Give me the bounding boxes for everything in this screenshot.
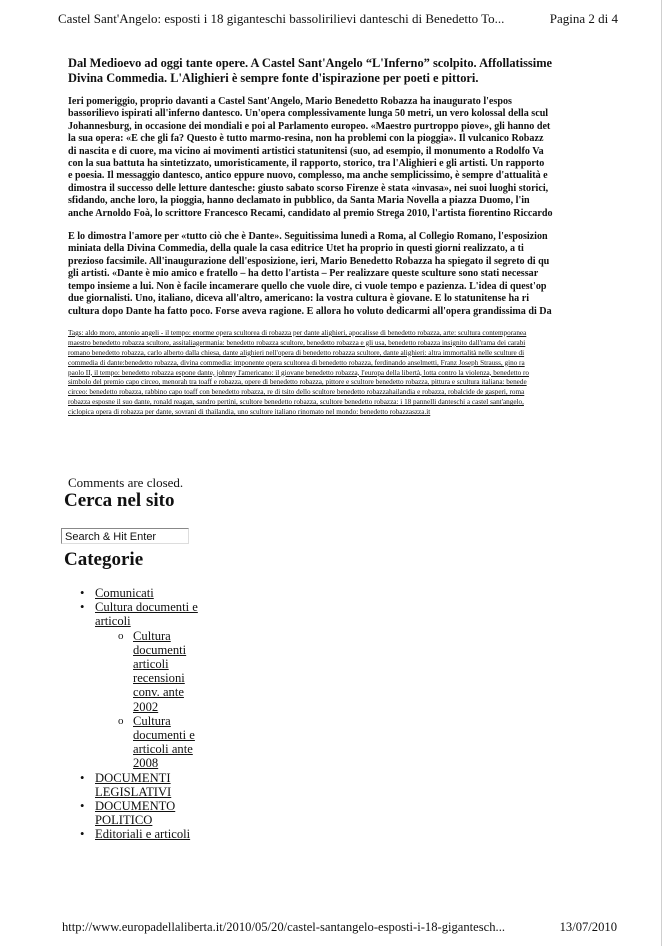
category-link[interactable]: Cultura documenti e articoli	[95, 600, 198, 629]
tags-line[interactable]: commedia di dante:benedetto robazza, divina commedia: imponente opera scultorea di benedetto robazza, ferdinando anselmetti, Franz Joseph Strauss, gino ra	[68, 358, 525, 367]
category-item-editoriali[interactable]	[80, 827, 210, 841]
tags-line[interactable]: romano benedetto robazza, carlo alberto dalla chiesa, dante alighieri nell'opera di benedetto robazza scultore, dante alighieri: altra immortalità nelle sculture di	[68, 348, 525, 357]
headline-line: Dal Medioevo ad oggi tante opere. A Castel Sant'Angelo “L'Inferno” scolpito. Affollatissime	[68, 56, 553, 70]
article-paragraph-2	[68, 231, 633, 318]
comments-closed-note: Comments are closed.	[68, 475, 184, 490]
print-header	[58, 11, 618, 27]
tags-line[interactable]: circeo: benedetto robazza, rabbino capo toaff con benedetto robazza, re di tsito dello scultore benedetto robazzahailandia e robazza, robalcide de gasperi, roma	[68, 388, 525, 397]
paragraph-line: gli artisti. «Dante è mio amico e fratello – ha detto l'artista – Per realizzare queste sculture sono stati necessar	[68, 268, 539, 280]
tags-line[interactable]: ciclopica opera di robazza per dante, sovrani di thailandia, uno scultore italiano rinomato nel mondo: benedetto robazzaszza.it	[68, 408, 431, 417]
paragraph-line: e poesia. Il messaggio dantesco, antico eppure nuovo, complesso, ma anche semplicissimo, è sempre d'attualità e	[68, 170, 548, 182]
paragraph-line: dimostra il successo delle letture dantesche: giusto sabato scorso Firenze è stata «invasa», nei suoi luoghi storici,	[68, 182, 549, 194]
tags-line[interactable]: robazza esposne il suo dante, ronald reagan, sandro pertini, scultore benedetto robazza, scultore benedetto robazza: i 18 pannelli danteschi a castel sant'angelo,	[68, 398, 524, 407]
paragraph-line: prezioso facsimile. All'inaugurazione dell'esposizione, ieri, Mario Benedetto Robazza ha spiegato il segreto di qu	[68, 255, 550, 267]
paragraph-line: tempo insieme a lui. Non è facile incamerare quello che vuole dire, ci vuole tempo e pazienza. L'idea di quest'op	[68, 280, 547, 292]
category-link[interactable]: Comunicati	[95, 586, 154, 600]
article-headline	[68, 56, 633, 86]
paragraph-line: miniata della Divina Commedia, della quale la casa editrice Utet ha proprio in questi giorni realizzato, a ti	[68, 243, 524, 255]
print-footer-url: http://www.europadellaliberta.it/2010/05/20/castel-santangelo-esposti-i-18-gigantesch...	[62, 920, 505, 934]
article-paragraph-1	[68, 96, 633, 220]
article-body	[68, 56, 633, 418]
category-link[interactable]: DOCUMENTI LEGISLATIVI	[95, 770, 172, 799]
categories-title: Categorie	[64, 549, 144, 570]
paragraph-line: E lo dimostra l'amore per «tutto ciò che è Dante». Seguitissima lunedì a Roma, al Collegio Romano, l'esposizion	[68, 231, 548, 243]
subcategory-link[interactable]: Cultura documenti e articoli ante 2008	[133, 713, 195, 771]
print-footer-date: 13/07/2010	[559, 920, 617, 934]
category-item-cultura[interactable]	[80, 600, 210, 770]
print-header-page: Pagina 2 di 4	[549, 11, 618, 26]
subcategory-link[interactable]: Cultura documenti articoli recensioni conv. ante 2002	[133, 628, 187, 714]
category-link[interactable]: DOCUMENTO POLITICO	[95, 799, 176, 828]
article-tags	[68, 329, 633, 418]
tags-line[interactable]: Tags: aldo moro, antonio angeli - il tempo: enorme opera scultorea di robazza per dante alighieri, apocalisse di benedetto robazza, arte: scultura contemporanea	[68, 328, 527, 337]
category-item-documento-politico[interactable]	[80, 799, 210, 827]
search-input[interactable]: Search & Hit Enter	[61, 528, 189, 544]
paragraph-line: Johannesburg, in occasione dei mondiali e poi al Parlamento europeo. «Maestro purtroppo piove», gli hanno det	[68, 120, 551, 132]
subcategory-item-ante-2008[interactable]	[118, 714, 210, 771]
paragraph-line: cultura dopo Dante ha fatto poco. Forse aveva ragione. E allora ho voluto dedicarmi all'opera grandissima di Da	[68, 305, 552, 317]
tags-line[interactable]: paolo II, il tempo: benedetto robazza espone dante, johnny l'americano: il giovane benedetto robazza, l'europa della libertà, lotta contro la violenza, benedetto ro	[68, 368, 530, 377]
category-item-documenti-legislativi[interactable]	[80, 771, 210, 799]
search-section-title: Cerca nel sito	[64, 490, 175, 511]
category-link[interactable]: Editoriali e articoli	[95, 827, 191, 842]
categories-list	[80, 586, 210, 842]
print-header-title: Castel Sant'Angelo: esposti i 18 giganteschi bassolirilievi danteschi di Benedetto To...	[58, 11, 505, 26]
tags-line[interactable]: simbolo del premio capo circeo, menorah tra toaff e robazza, opere di benedetto robazza, pittore e scultore benedetto robazza, pittura e scultura italiana: benede	[68, 378, 527, 387]
paragraph-line: di nascita e di cuore, ma vicino ai movimenti artistici statunitensi (suo, ad esempio, il monumento a Rodolfo Va	[68, 145, 544, 157]
paragraph-line: sfidando, anche loro, la pioggia, hanno declamato in pubblico, da Santa Maria Novella a piazza Duomo, l'in	[68, 195, 530, 207]
subcategory-list	[95, 629, 210, 771]
paragraph-line: con la sua battuta ha sintetizzato, umoristicamente, il rapporto, storico, tra l'Alighieri e gli artisti. Un rapporto	[68, 158, 545, 170]
category-item-comunicati[interactable]	[80, 586, 210, 600]
headline-line: Divina Commedia. L'Alighieri è sempre fonte d'ispirazione per poeti e pittori.	[68, 71, 479, 85]
subcategory-item-ante-2002[interactable]	[118, 629, 210, 714]
tags-line[interactable]: maestro benedetto robazza scultore, assitaliagermania: benedetto robazza scultore, benedetto robazza e gli usa, benedetto robazza insignito dall'rama dei carabi	[68, 338, 526, 347]
print-footer	[62, 920, 617, 935]
paragraph-line: Ieri pomeriggio, proprio davanti a Castel Sant'Angelo, Mario Benedetto Robazza ha inaugurato l'espos	[68, 96, 512, 107]
paragraph-line: anche Arnoldo Foà, lo scrittore Francesco Recami, candidato al premio Strega 2010, l'artista fiorentino Riccardo	[68, 207, 553, 219]
paragraph-line: la sua opera: «E che gli fa? Questo è tutto marmo-resina, non ha problemi con la pioggia». Il vulcanico Robazz	[68, 133, 544, 145]
paragraph-line: due giornalisti. Uno, italiano, diceva all'altro, americano: la vostra cultura è giovane. E lo statunitense ha ri	[68, 293, 530, 305]
paragraph-line: bassorilievo ispirati all'inferno dantesco. Un'opera complessivamente lunga 50 metri, un vero kolossal della scul	[68, 108, 549, 120]
page-edge-line	[661, 0, 662, 946]
